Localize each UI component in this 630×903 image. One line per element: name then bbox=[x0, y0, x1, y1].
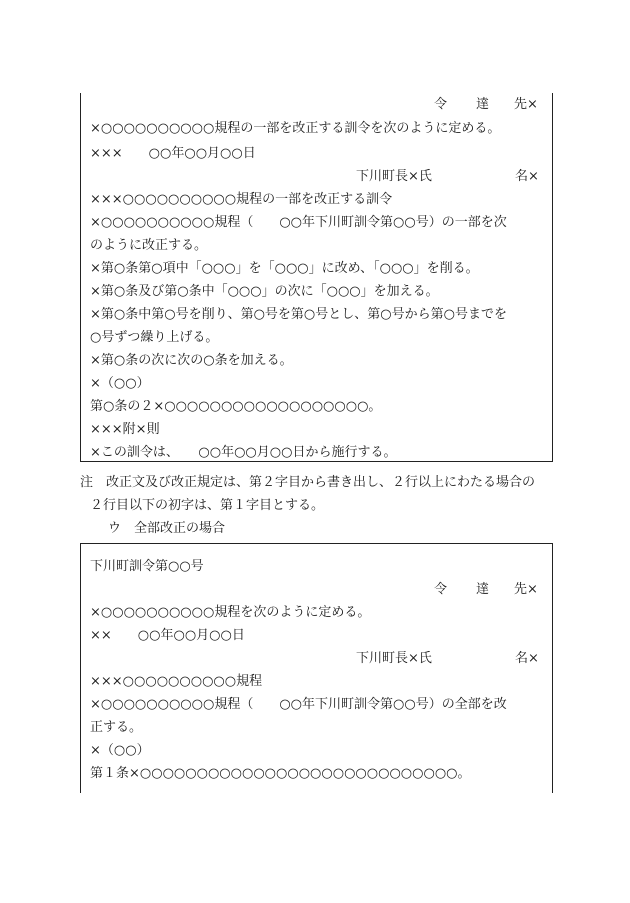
effective-date-line: ×この訓令は、 ○○年○○月○○日から施行する。 bbox=[90, 445, 397, 460]
full-body-line: ×○○○○○○○○○○規程（ ○○年下川町訓令第○○号）の全部を改 bbox=[90, 697, 507, 712]
note-line: 注 改正文及び改正規定は、第２字目から書き出し、２行以上にわたる場合の bbox=[80, 475, 536, 490]
amend-body-line: ×第○条の次に次の○条を加える。 bbox=[90, 353, 293, 368]
amend-body-line: ×第○条第○項中「○○○」を「○○○」に改め、「○○○」を削る。 bbox=[90, 261, 479, 276]
amend-body-line: ×第○条中第○号を削り、第○号を第○号とし、第○号から第○号までを bbox=[90, 307, 507, 322]
mayor-name: 名× bbox=[515, 169, 539, 184]
recipient-part3: 先× bbox=[514, 97, 538, 112]
full-body-line: ×（○○） bbox=[90, 743, 150, 758]
full-body-line: 第１条×○○○○○○○○○○○○○○○○○○○○○○○○○○○○。 bbox=[90, 766, 471, 781]
mayor-name: 名× bbox=[515, 651, 539, 666]
note-line: ２行目以下の初字は、第１字目とする。 bbox=[90, 498, 325, 513]
amend-body-line: 第○条の２×○○○○○○○○○○○○○○○○○○。 bbox=[90, 399, 382, 414]
amend-body-line: ×○○○○○○○○○○規程（ ○○年下川町訓令第○○号）の一部を次 bbox=[90, 215, 507, 230]
mayor-title: 下川町長×氏 bbox=[356, 169, 432, 184]
full-title-line: ×××○○○○○○○○○○規程 bbox=[90, 674, 263, 689]
recipient-part2: 達 bbox=[476, 97, 490, 112]
section-heading: ウ 全部改正の場合 bbox=[108, 521, 226, 536]
recipient-part2: 達 bbox=[476, 582, 490, 597]
amend-date-line: ××× ○○年○○月○○日 bbox=[90, 146, 256, 161]
full-date-line: ×× ○○年○○月○○日 bbox=[90, 628, 245, 643]
amend-body-line: ○号ずつ繰り上げる。 bbox=[90, 330, 219, 345]
supplementary-heading: ×××附×則 bbox=[90, 422, 160, 437]
full-amendment-box bbox=[80, 543, 553, 793]
recipient-part1: 令 bbox=[434, 97, 448, 112]
amend-body-line: ×（○○） bbox=[90, 376, 150, 391]
instruction-number: 下川町訓令第○○号 bbox=[90, 559, 204, 574]
mayor-title: 下川町長×氏 bbox=[356, 651, 432, 666]
amend-title-line: ×××○○○○○○○○○○規程の一部を改正する訓令 bbox=[90, 192, 393, 207]
full-intro-line: ×○○○○○○○○○○規程を次のように定める。 bbox=[90, 605, 371, 620]
recipient-part3: 先× bbox=[514, 582, 538, 597]
amend-intro-line: ×○○○○○○○○○○規程の一部を改正する訓令を次のように定める。 bbox=[90, 121, 501, 136]
recipient-part1: 令 bbox=[434, 582, 448, 597]
amend-body-line: のように改正する。 bbox=[90, 238, 208, 253]
amend-body-line: ×第○条及び第○条中「○○○」の次に「○○○」を加える。 bbox=[90, 284, 439, 299]
full-body-line: 正する。 bbox=[90, 720, 143, 735]
